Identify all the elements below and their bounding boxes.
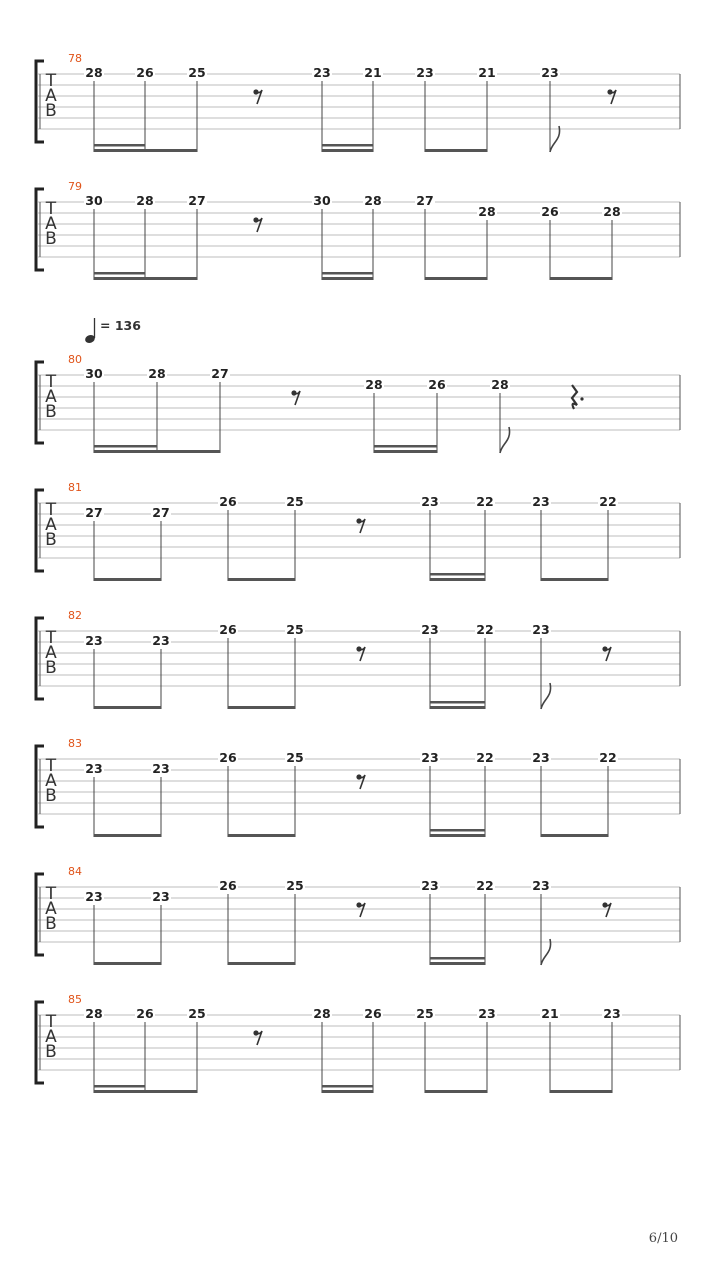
beam <box>430 962 485 965</box>
beam <box>541 834 608 837</box>
beam <box>425 149 487 152</box>
measure-number: 78 <box>68 52 82 65</box>
fret-number: 27 <box>188 193 206 208</box>
tab-clef-letter: A <box>45 899 57 919</box>
tab-clef-letter: A <box>45 86 57 106</box>
fret-number: 28 <box>85 1006 103 1021</box>
fret-number: 25 <box>188 1006 206 1021</box>
measure-number: 83 <box>68 737 82 750</box>
fret-number: 23 <box>152 633 170 648</box>
fret-number: 27 <box>416 193 434 208</box>
tab-clef-letter: B <box>45 914 57 934</box>
eighth-rest-stroke <box>359 903 365 917</box>
fret-number: 23 <box>532 878 550 893</box>
tab-system <box>36 609 680 709</box>
beam <box>425 277 487 280</box>
fret-number: 23 <box>85 761 103 776</box>
fret-number: 22 <box>476 878 494 893</box>
tab-clef-letter: A <box>45 1027 57 1047</box>
tab-clef-letter: B <box>45 658 57 678</box>
tab-clef-letter: A <box>45 214 57 234</box>
fret-number: 22 <box>599 750 617 765</box>
fret-number: 28 <box>136 193 154 208</box>
fret-number: 23 <box>603 1006 621 1021</box>
fret-number: 25 <box>188 65 206 80</box>
eighth-rest-stroke <box>294 391 300 405</box>
fret-number: 21 <box>541 1006 559 1021</box>
beam <box>374 450 437 453</box>
fret-number: 28 <box>603 204 621 219</box>
beam <box>430 578 485 581</box>
beam <box>94 834 161 837</box>
fret-number: 26 <box>219 494 237 509</box>
measure-number: 81 <box>68 481 82 494</box>
fret-number: 23 <box>313 65 331 80</box>
fret-number: 23 <box>421 750 439 765</box>
fret-number: 23 <box>85 633 103 648</box>
tab-clef-letter: T <box>45 756 57 776</box>
fret-number: 28 <box>85 65 103 80</box>
beam <box>430 834 485 837</box>
fret-number: 28 <box>491 377 509 392</box>
fret-number: 26 <box>219 622 237 637</box>
fret-number: 27 <box>85 505 103 520</box>
tab-system <box>36 353 680 453</box>
fret-number: 26 <box>428 377 446 392</box>
tab-clef-letter: A <box>45 771 57 791</box>
note-flag <box>550 126 560 152</box>
measure-number: 80 <box>68 353 82 366</box>
tab-clef-letter: T <box>45 199 57 219</box>
fret-number: 27 <box>211 366 229 381</box>
beam <box>550 1090 612 1093</box>
beam-secondary <box>94 272 145 275</box>
tempo-value: = 136 <box>100 318 141 333</box>
tab-clef-letter: A <box>45 643 57 663</box>
beam <box>94 962 161 965</box>
fret-number: 25 <box>286 494 304 509</box>
fret-number: 21 <box>364 65 382 80</box>
fret-number: 22 <box>476 622 494 637</box>
measure-number: 85 <box>68 993 82 1006</box>
fret-number: 28 <box>478 204 496 219</box>
fret-number: 23 <box>421 878 439 893</box>
beam <box>94 450 220 453</box>
fret-number: 28 <box>148 366 166 381</box>
fret-number: 23 <box>532 494 550 509</box>
fret-number: 30 <box>85 193 103 208</box>
beam-secondary <box>322 272 373 275</box>
fret-number: 27 <box>152 505 170 520</box>
eighth-rest-stroke <box>605 647 611 661</box>
tab-system <box>36 737 680 837</box>
eighth-rest-stroke <box>610 90 616 104</box>
beam <box>550 277 612 280</box>
beam <box>430 706 485 709</box>
tab-system <box>36 180 680 280</box>
fret-number: 26 <box>219 750 237 765</box>
eighth-rest-stroke <box>256 218 262 232</box>
beam <box>228 834 295 837</box>
beam <box>94 1090 197 1093</box>
fret-number: 23 <box>541 65 559 80</box>
fret-number: 28 <box>365 377 383 392</box>
fret-number: 26 <box>364 1006 382 1021</box>
beam-secondary <box>430 701 485 704</box>
fret-number: 22 <box>476 494 494 509</box>
note-flag <box>541 939 551 965</box>
beam-secondary <box>430 573 485 576</box>
fret-number: 23 <box>152 761 170 776</box>
tab-system <box>36 993 680 1093</box>
eighth-rest-stroke <box>256 90 262 104</box>
beam <box>541 578 608 581</box>
tab-clef-letter: T <box>45 500 57 520</box>
eighth-rest-stroke <box>256 1031 262 1045</box>
beam <box>228 962 295 965</box>
fret-number: 23 <box>532 750 550 765</box>
fret-number: 26 <box>541 204 559 219</box>
fret-number: 25 <box>286 750 304 765</box>
beam <box>228 706 295 709</box>
tab-system <box>36 52 680 152</box>
fret-number: 26 <box>136 1006 154 1021</box>
beam <box>425 1090 487 1093</box>
tab-clef-letter: B <box>45 229 57 249</box>
fret-number: 30 <box>85 366 103 381</box>
beam <box>228 578 295 581</box>
beam <box>94 277 197 280</box>
beam <box>322 1090 373 1093</box>
tab-clef-letter: T <box>45 372 57 392</box>
rest-dot <box>580 397 583 400</box>
tab-clef-letter: B <box>45 402 57 422</box>
fret-number: 23 <box>416 65 434 80</box>
tab-clef-letter: A <box>45 387 57 407</box>
beam <box>94 149 197 152</box>
tab-clef-letter: B <box>45 101 57 121</box>
beam-secondary <box>322 1085 373 1088</box>
tab-clef-letter: B <box>45 530 57 550</box>
tab-clef-letter: T <box>45 884 57 904</box>
beam <box>322 277 373 280</box>
fret-number: 23 <box>152 889 170 904</box>
fret-number: 26 <box>219 878 237 893</box>
eighth-rest-stroke <box>359 519 365 533</box>
beam-secondary <box>430 829 485 832</box>
measure-number: 82 <box>68 609 82 622</box>
fret-number: 23 <box>478 1006 496 1021</box>
measure-number: 84 <box>68 865 82 878</box>
tab-clef-letter: B <box>45 1042 57 1062</box>
page-number: 6/10 <box>648 1231 678 1246</box>
beam-secondary <box>94 1085 145 1088</box>
note-flag <box>541 683 551 709</box>
fret-number: 28 <box>364 193 382 208</box>
beam-secondary <box>374 445 437 448</box>
tab-clef-letter: A <box>45 515 57 535</box>
eighth-rest-stroke <box>359 775 365 789</box>
fret-number: 23 <box>85 889 103 904</box>
beam-secondary <box>430 957 485 960</box>
fret-number: 22 <box>476 750 494 765</box>
beam-secondary <box>94 144 145 147</box>
tempo-marking <box>84 318 141 344</box>
fret-number: 25 <box>286 878 304 893</box>
beam-secondary <box>322 144 373 147</box>
fret-number: 25 <box>416 1006 434 1021</box>
tab-system <box>36 865 680 965</box>
tab-clef-letter: T <box>45 1012 57 1032</box>
fret-number: 23 <box>532 622 550 637</box>
fret-number: 23 <box>421 494 439 509</box>
fret-number: 26 <box>136 65 154 80</box>
fret-number: 21 <box>478 65 496 80</box>
beam <box>94 578 161 581</box>
beam <box>322 149 373 152</box>
beam-secondary <box>94 445 157 448</box>
eighth-rest-stroke <box>605 903 611 917</box>
beam <box>94 706 161 709</box>
tab-clef-letter: B <box>45 786 57 806</box>
tab-clef-letter: T <box>45 628 57 648</box>
eighth-rest-stroke <box>359 647 365 661</box>
tab-clef-letter: T <box>45 71 57 91</box>
fret-number: 30 <box>313 193 331 208</box>
note-flag <box>500 427 510 453</box>
measure-number: 79 <box>68 180 82 193</box>
tab-system <box>36 481 680 581</box>
fret-number: 22 <box>599 494 617 509</box>
fret-number: 23 <box>421 622 439 637</box>
fret-number: 25 <box>286 622 304 637</box>
fret-number: 28 <box>313 1006 331 1021</box>
